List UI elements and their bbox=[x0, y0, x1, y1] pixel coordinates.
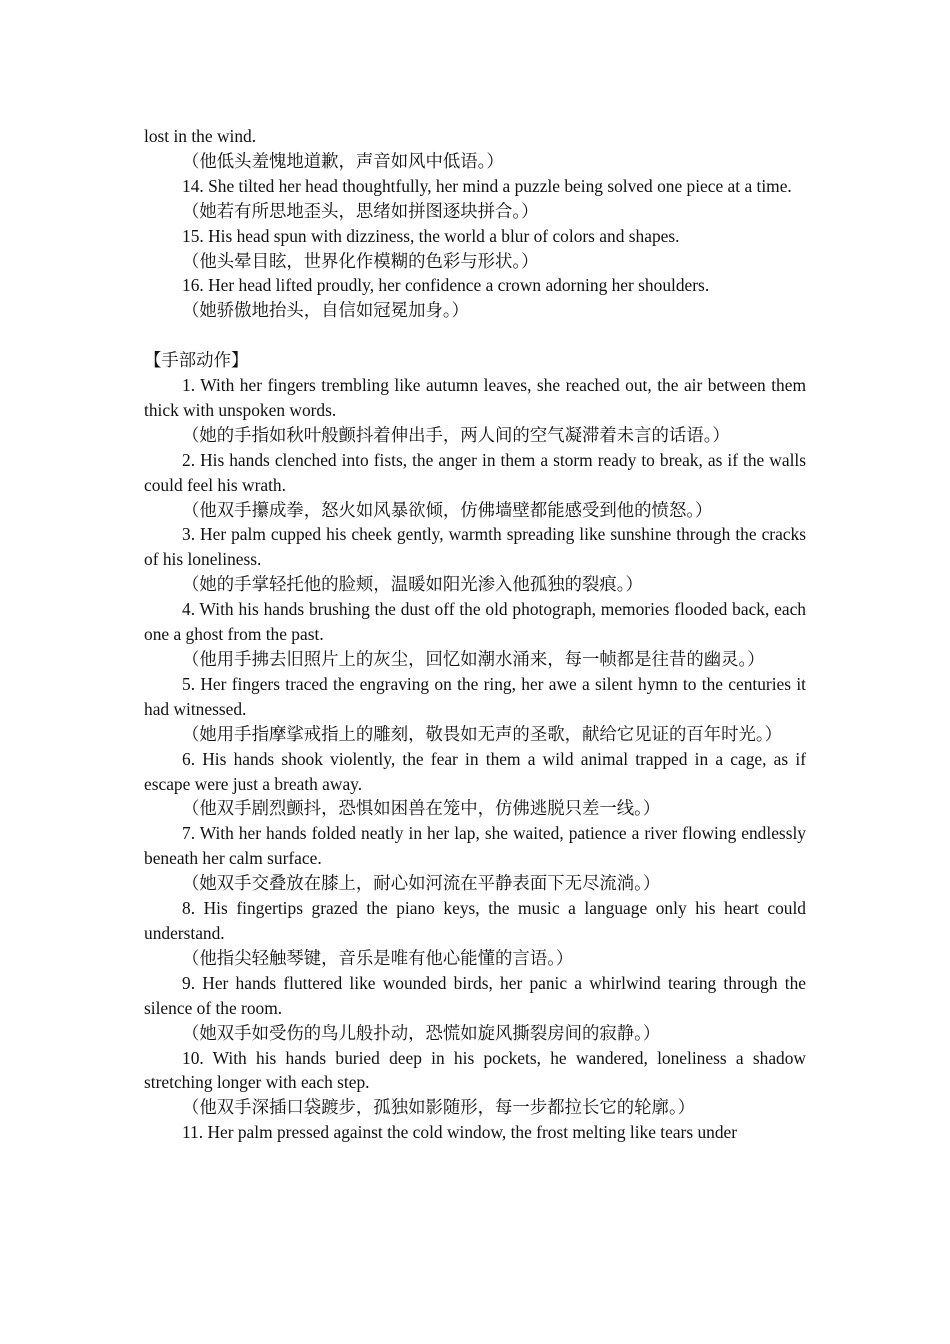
list-item bbox=[144, 747, 806, 822]
sentence-en: 10. With his hands buried deep in his pockets, he wandered, loneliness a shadow stretching longer with each step. bbox=[144, 1047, 806, 1093]
list-item bbox=[144, 821, 806, 896]
list-item bbox=[144, 672, 806, 747]
sentence-en: 9. Her hands fluttered like wounded birds, her panic a whirlwind tearing through the silence of the room. bbox=[144, 972, 806, 1018]
sentence-zh: （他指尖轻触琴键，音乐是唯有他心能懂的言语。） bbox=[182, 947, 574, 968]
section-heading: 【手部动作】 bbox=[144, 350, 249, 371]
sentence-en: 5. Her fingers traced the engraving on the ring, her awe a silent hymn to the centuries it had witnessed. bbox=[144, 673, 806, 719]
list-item bbox=[144, 896, 806, 971]
sentence-en: 2. His hands clenched into fists, the anger in them a storm ready to break, as if the walls could feel his wrath. bbox=[144, 449, 806, 495]
list-item bbox=[144, 522, 806, 597]
list-item bbox=[144, 373, 806, 448]
sentence-zh: （她双手交叠放在膝上，耐心如河流在平静表面下无尽流淌。） bbox=[182, 873, 661, 894]
sentence-zh: （她若有所思地歪头，思绪如拼图逐块拼合。） bbox=[182, 200, 539, 221]
sentence-en: 11. Her palm pressed against the cold window, the frost melting like tears under bbox=[182, 1122, 738, 1143]
sentence-zh: （他双手深插口袋踱步，孤独如影随形，每一步都拉长它的轮廓。） bbox=[182, 1097, 696, 1118]
sentence-zh: （她骄傲地抬头，自信如冠冕加身。） bbox=[182, 300, 469, 321]
sentence-zh: （她的手指如秋叶般颤抖着伸出手，两人间的空气凝滞着未言的话语。） bbox=[182, 424, 730, 445]
sentence-zh: （她双手如受伤的鸟儿般扑动，恐慌如旋风撕裂房间的寂静。） bbox=[182, 1022, 661, 1043]
sentence-en: 16. Her head lifted proudly, her confidence a crown adorning her shoulders. bbox=[182, 275, 710, 296]
list-item bbox=[144, 448, 806, 523]
list-item bbox=[144, 174, 806, 224]
sentence-zh: （他双手剧烈颤抖，恐惧如困兽在笼中，仿佛逃脱只差一线。） bbox=[182, 798, 661, 819]
sentence-en: 1. With her fingers trembling like autumn leaves, she reached out, the air between them thick with unspoken words. bbox=[144, 375, 806, 420]
sentence-en: 8. His fingertips grazed the piano keys, the music a language only his heart could understand. bbox=[144, 898, 806, 943]
list-item bbox=[144, 971, 806, 1046]
sentence-en: 7. With her hands folded neatly in her lap, she waited, patience a river flowing endlessly beneath her calm surface. bbox=[144, 823, 806, 869]
sentence-zh: （她的手掌轻托他的脸颊，温暖如阳光渗入他孤独的裂痕。） bbox=[182, 574, 643, 595]
sentence-en: 3. Her palm cupped his cheek gently, warmth spreading like sunshine through the cracks of his loneliness. bbox=[144, 524, 806, 570]
document-page bbox=[144, 124, 806, 1145]
list-item bbox=[144, 597, 806, 672]
hand-actions-list bbox=[144, 373, 806, 1145]
sentence-zh: （他头晕目眩，世界化作模糊的色彩与形状。） bbox=[182, 250, 539, 271]
continuation-en: lost in the wind. bbox=[144, 126, 257, 146]
sentence-en: 15. His head spun with dizziness, the world a blur of colors and shapes. bbox=[182, 225, 680, 246]
sentence-en: 4. With his hands brushing the dust off the old photograph, memories flooded back, each one a ghost from the past. bbox=[144, 599, 806, 645]
sentence-en: 6. His hands shook violently, the fear in them a wild animal trapped in a cage, as if escape were just a breath away. bbox=[144, 748, 806, 794]
sentence-zh: （他用手拂去旧照片上的灰尘，回忆如潮水涌来，每一帧都是往昔的幽灵。） bbox=[182, 649, 765, 670]
list-item bbox=[144, 1046, 806, 1121]
sentence-en: 14. She tilted her head thoughtfully, her mind a puzzle being solved one piece at a time. bbox=[182, 175, 792, 196]
head-actions-list bbox=[144, 174, 806, 323]
sentence-zh: （她用手指摩挲戒指上的雕刻，敬畏如无声的圣歌，献给它见证的百年时光。） bbox=[182, 723, 782, 744]
sentence-zh: （他双手攥成拳，怒火如风暴欲倾，仿佛墙壁都能感受到他的愤怒。） bbox=[182, 499, 713, 520]
continuation-zh: （他低头羞愧地道歉，声音如风中低语。） bbox=[182, 150, 504, 171]
list-item bbox=[144, 1120, 806, 1145]
list-item bbox=[144, 224, 806, 274]
list-item bbox=[144, 273, 806, 323]
